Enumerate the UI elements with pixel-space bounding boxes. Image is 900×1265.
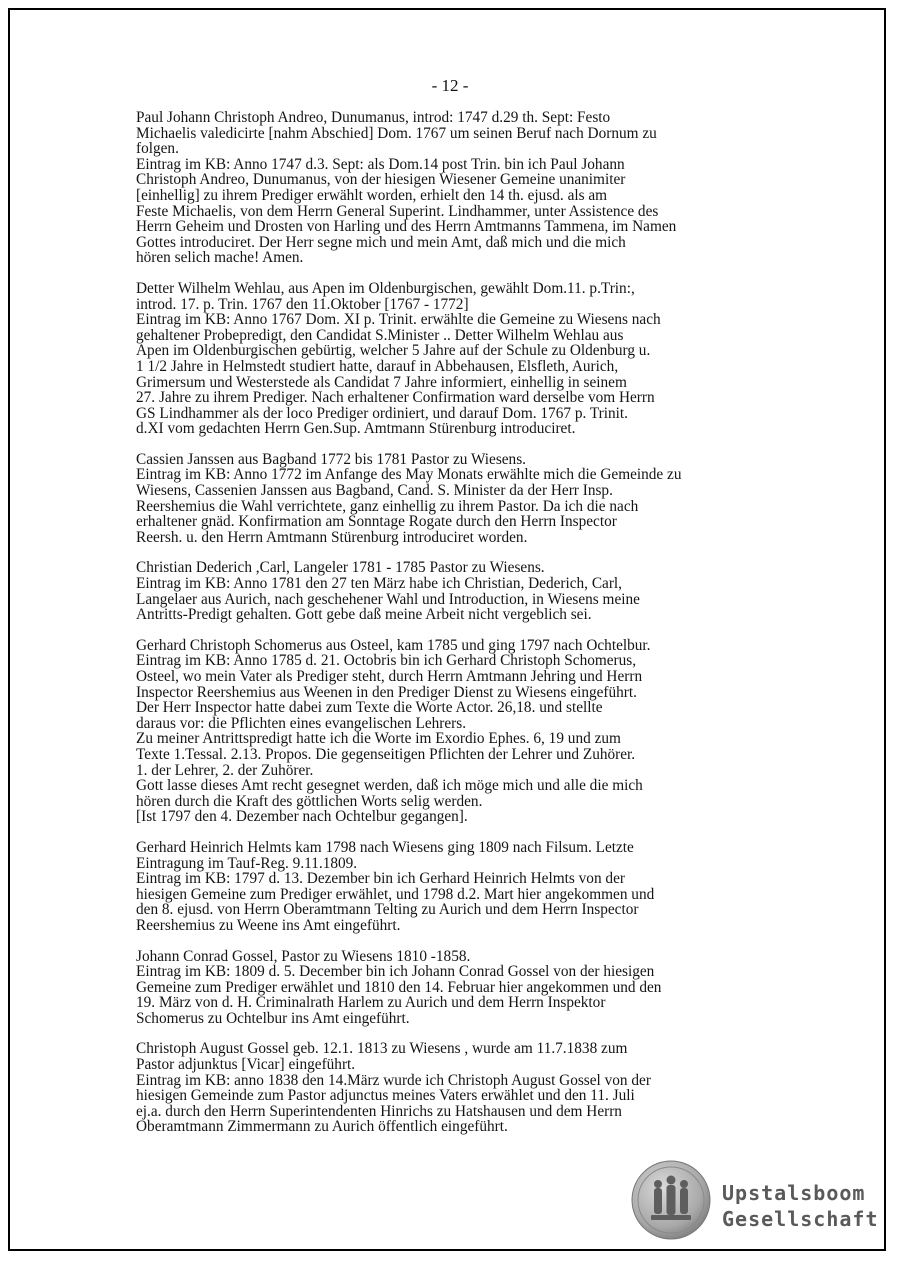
text-line: Texte 1.Tessal. 2.13. Propos. Die gegenseitigen Pflichten der Lehrer und Zuhörer. bbox=[136, 745, 636, 763]
document-body bbox=[136, 110, 786, 1150]
text-line: introd. 17. p. Trin. 1767 den 11.Oktober [1767 - 1772] bbox=[136, 295, 469, 313]
seal-emblem bbox=[631, 1160, 711, 1240]
text-line: Cassien Janssen aus Bagband 1772 bis 1781 Pastor zu Wiesens. bbox=[136, 450, 526, 468]
text-line: Eintrag im KB: 1809 d. 5. December bin ich Johann Conrad Gossel von der hiesigen bbox=[136, 963, 655, 981]
text-line: Reershemius zu Weene ins Amt eingeführt. bbox=[136, 916, 401, 934]
brand-logo bbox=[722, 1180, 879, 1232]
paragraph bbox=[136, 281, 786, 437]
text-line: Gemeine zum Prediger erwählet und 1810 den 14. Februar hier angekommen und den bbox=[136, 978, 662, 996]
text-line: Schomerus zu Ochtelbur ins Amt eingeführt. bbox=[136, 1009, 410, 1027]
text-line: Grimersum und Westerstede als Candidat 7 Jahre informiert, einhellig in seinem bbox=[136, 373, 627, 391]
text-line: Herrn Geheim und Drosten von Harling und des Herrn Amtmanns Tammena, im Namen bbox=[136, 218, 677, 236]
paragraph bbox=[136, 1041, 786, 1135]
text-line: Christoph August Gossel geb. 12.1. 1813 zu Wiesens , wurde am 11.7.1838 zum bbox=[136, 1040, 628, 1058]
text-line: Eintrag im KB: Anno 1767 Dom. XI p. Trinit. erwählte die Gemeine zu Wiesens nach bbox=[136, 311, 661, 329]
text-line: Antritts-Predigt gehalten. Gott gebe daß meine Arbeit nicht vergeblich sei. bbox=[136, 606, 592, 624]
text-line: folgen. bbox=[136, 140, 179, 158]
text-line: Apen im Oldenburgischen gebürtig, welcher 5 Jahre auf der Schule zu Oldenburg u. bbox=[136, 342, 651, 360]
text-line: daraus vor: die Pflichten eines evangelischen Lehrers. bbox=[136, 714, 467, 732]
text-line: hiesigen Gemeinde zum Pastor adjunctus meines Vaters erwählet und den 11. Juli bbox=[136, 1087, 635, 1105]
page-number: - 12 - bbox=[431, 76, 469, 95]
text-line: [einhellig] zu ihrem Prediger erwählt worden, erhielt den 14 th. ejusd. als am bbox=[136, 186, 608, 204]
text-line: Feste Michaelis, von dem Herrn General Superint. Lindhammer, unter Assistence des bbox=[136, 202, 659, 220]
text-line: Eintrag im KB: Anno 1747 d.3. Sept: als Dom.14 post Trin. bin ich Paul Johann bbox=[136, 155, 625, 173]
text-line: Pastor adjunktus [Vicar] eingeführt. bbox=[136, 1056, 356, 1074]
text-line: Eintrag im KB: anno 1838 den 14.März wurde ich Christoph August Gossel von der bbox=[136, 1071, 651, 1089]
text-line: ej.a. durch den Herrn Superintendenten Hinrichs zu Hatshausen und dem Herrn bbox=[136, 1102, 622, 1120]
paragraph bbox=[136, 840, 786, 934]
text-line: Eintrag im KB: Anno 1772 im Anfange des May Monats erwählte mich die Gemeinde zu bbox=[136, 466, 682, 484]
text-line: Gott lasse dieses Amt recht gesegnet werden, daß ich möge mich und alle die mich bbox=[136, 777, 643, 795]
text-line: Gottes introduciret. Der Herr segne mich und mein Amt, daß mich und die mich bbox=[136, 233, 626, 251]
brand-line-1: Upstalsboom bbox=[722, 1181, 866, 1205]
text-line: Gerhard Christoph Schomerus aus Osteel, kam 1785 und ging 1797 nach Ochtelbur. bbox=[136, 636, 651, 654]
text-line: Inspector Reershemius aus Weenen in den Prediger Dienst zu Wiesens eingeführt. bbox=[136, 683, 637, 701]
paragraph bbox=[136, 638, 786, 825]
text-line: 1. der Lehrer, 2. der Zuhörer. bbox=[136, 761, 314, 779]
text-line: 27. Jahre zu ihrem Prediger. Nach erhaltener Confirmation ward derselbe vom Herrn bbox=[136, 389, 655, 407]
text-line: Wiesens, Cassenien Janssen aus Bagband, Cand. S. Minister da der Herr Insp. bbox=[136, 482, 613, 500]
text-line: hören selich mache! Amen. bbox=[136, 249, 304, 267]
text-line: den 8. ejusd. von Herrn Oberamtmann Telting zu Aurich und dem Herrn Inspector bbox=[136, 901, 639, 919]
text-line: 19. März von d. H. Criminalrath Harlem zu Aurich und dem Herrn Inspektor bbox=[136, 994, 606, 1012]
text-line: Osteel, wo mein Vater als Prediger steht, durch Herrn Amtmann Jehring und Herrn bbox=[136, 668, 643, 685]
text-line: [Ist 1797 den 4. Dezember nach Ochtelbur gegangen]. bbox=[136, 808, 468, 826]
text-line: gehaltener Probepredigt, den Candidat S.Minister .. Detter Wilhelm Wehlau aus bbox=[136, 326, 624, 344]
text-line: 1 1/2 Jahre in Helmstedt studiert hatte, darauf in Abbehausen, Elsfleth, Aurich, bbox=[136, 357, 619, 375]
text-line: Oberamtmann Zimmermann zu Aurich öffentlich eingeführt. bbox=[136, 1118, 508, 1136]
brand-line-2: Gesellschaft bbox=[722, 1207, 879, 1231]
text-line: d.XI vom gedachten Herrn Gen.Sup. Amtmann Stürenburg introduciret. bbox=[136, 420, 576, 438]
text-line: Zu meiner Antrittspredigt hatte ich die Worte im Exordio Ephes. 6, 19 und zum bbox=[136, 730, 621, 748]
text-line: hören durch die Kraft des göttlichen Worts selig werden. bbox=[136, 792, 483, 810]
paragraph bbox=[136, 560, 786, 622]
text-line: Gerhard Heinrich Helmts kam 1798 nach Wiesens ging 1809 nach Filsum. Letzte bbox=[136, 838, 634, 856]
text-line: erhaltener gnäd. Konfirmation am Sonntage Rogate durch den Herrn Inspector bbox=[136, 513, 617, 531]
text-line: Paul Johann Christoph Andreo, Dunumanus, introd: 1747 d.29 th. Sept: Festo bbox=[136, 109, 611, 126]
text-line: Christoph Andreo, Dunumanus, von der hiesigen Wiesener Gemeine unanimiter bbox=[136, 171, 626, 189]
text-line: Eintrag im KB: 1797 d. 13. Dezember bin ich Gerhard Heinrich Helmts von der bbox=[136, 870, 625, 888]
text-line: Eintrag im KB: Anno 1781 den 27 ten März habe ich Christian, Dederich, Carl, bbox=[136, 575, 622, 593]
text-line: hiesigen Gemeine zum Prediger erwählet, und 1798 d.2. Mart hier angekommen und bbox=[136, 885, 655, 903]
text-line: GS Lindhammer als der loco Prediger ordiniert, und darauf Dom. 1767 p. Trinit. bbox=[136, 404, 628, 422]
text-line: Christian Dederich ,Carl, Langeler 1781 - 1785 Pastor zu Wiesens. bbox=[136, 559, 545, 577]
text-line: Reershemius die Wahl verrichtete, ganz einhellig zu ihrem Pastor. Da ich die nach bbox=[136, 497, 639, 515]
text-line: Detter Wilhelm Wehlau, aus Apen im Oldenburgischen, gewählt Dom.11. p.Trin:, bbox=[136, 279, 635, 297]
text-line: Eintragung im Tauf-Reg. 9.11.1809. bbox=[136, 854, 358, 872]
text-line: Langelaer aus Aurich, nach geschehener Wahl und Introduction, in Wiesens meine bbox=[136, 590, 640, 608]
paragraph bbox=[136, 949, 786, 1027]
paragraph bbox=[136, 110, 786, 266]
text-line: Der Herr Inspector hatte dabei zum Texte die Worte Actor. 26,18. und stellte bbox=[136, 699, 603, 717]
text-line: Eintrag im KB: Anno 1785 d. 21. Octobris bin ich Gerhard Christoph Schomerus, bbox=[136, 652, 637, 670]
paragraph bbox=[136, 452, 786, 546]
text-line: Reersh. u. den Herrn Amtmann Stürenburg introduciret worden. bbox=[136, 528, 528, 546]
text-line: Michaelis valedicirte [nahm Abschied] Dom. 1767 um seinen Beruf nach Dornum zu bbox=[136, 124, 657, 142]
text-line: Johann Conrad Gossel, Pastor zu Wiesens 1810 -1858. bbox=[136, 947, 471, 965]
